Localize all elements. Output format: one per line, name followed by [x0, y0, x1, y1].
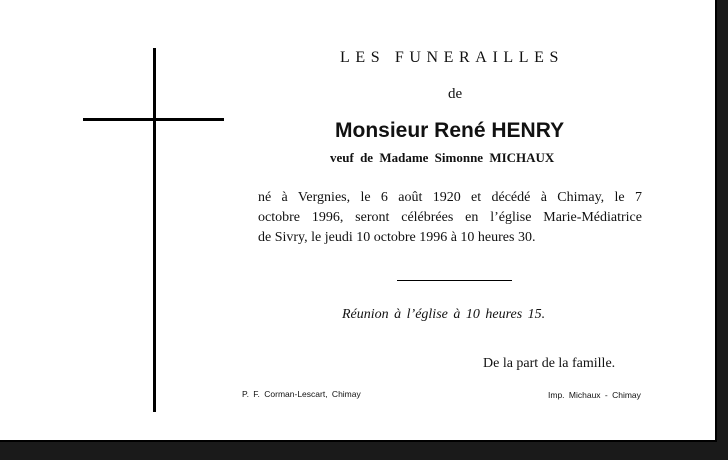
body-line-1: né à Vergnies, le 6 août 1920 et décédé à Chimay, le 7: [258, 190, 642, 205]
printer-credit: Imp. Michaux - Chimay: [548, 390, 641, 400]
funeral-director-credit: P. F. Corman-Lescart, Chimay: [242, 389, 361, 399]
body-line-2: octobre 1996, seront célébrées en l’église Marie-Médiatrice: [258, 210, 642, 225]
separator-line: [397, 280, 512, 281]
de-text: de: [448, 86, 463, 102]
family-signature: De la part de la famille.: [483, 356, 616, 371]
announcement-body: [258, 188, 642, 248]
card-heading: LES FUNERAILLES: [340, 49, 564, 66]
widower-line: veuf de Madame Simonne MICHAUX: [330, 150, 555, 165]
cross-horizontal-bar: [83, 118, 224, 121]
body-line-3: de Sivry, le jeudi 10 octobre 1996 à 10 heures 30.: [258, 230, 536, 245]
reunion-text: Réunion à l’église à 10 heures 15.: [342, 307, 546, 322]
deceased-name: Monsieur René HENRY: [335, 119, 565, 142]
cross-vertical-bar: [153, 48, 156, 412]
